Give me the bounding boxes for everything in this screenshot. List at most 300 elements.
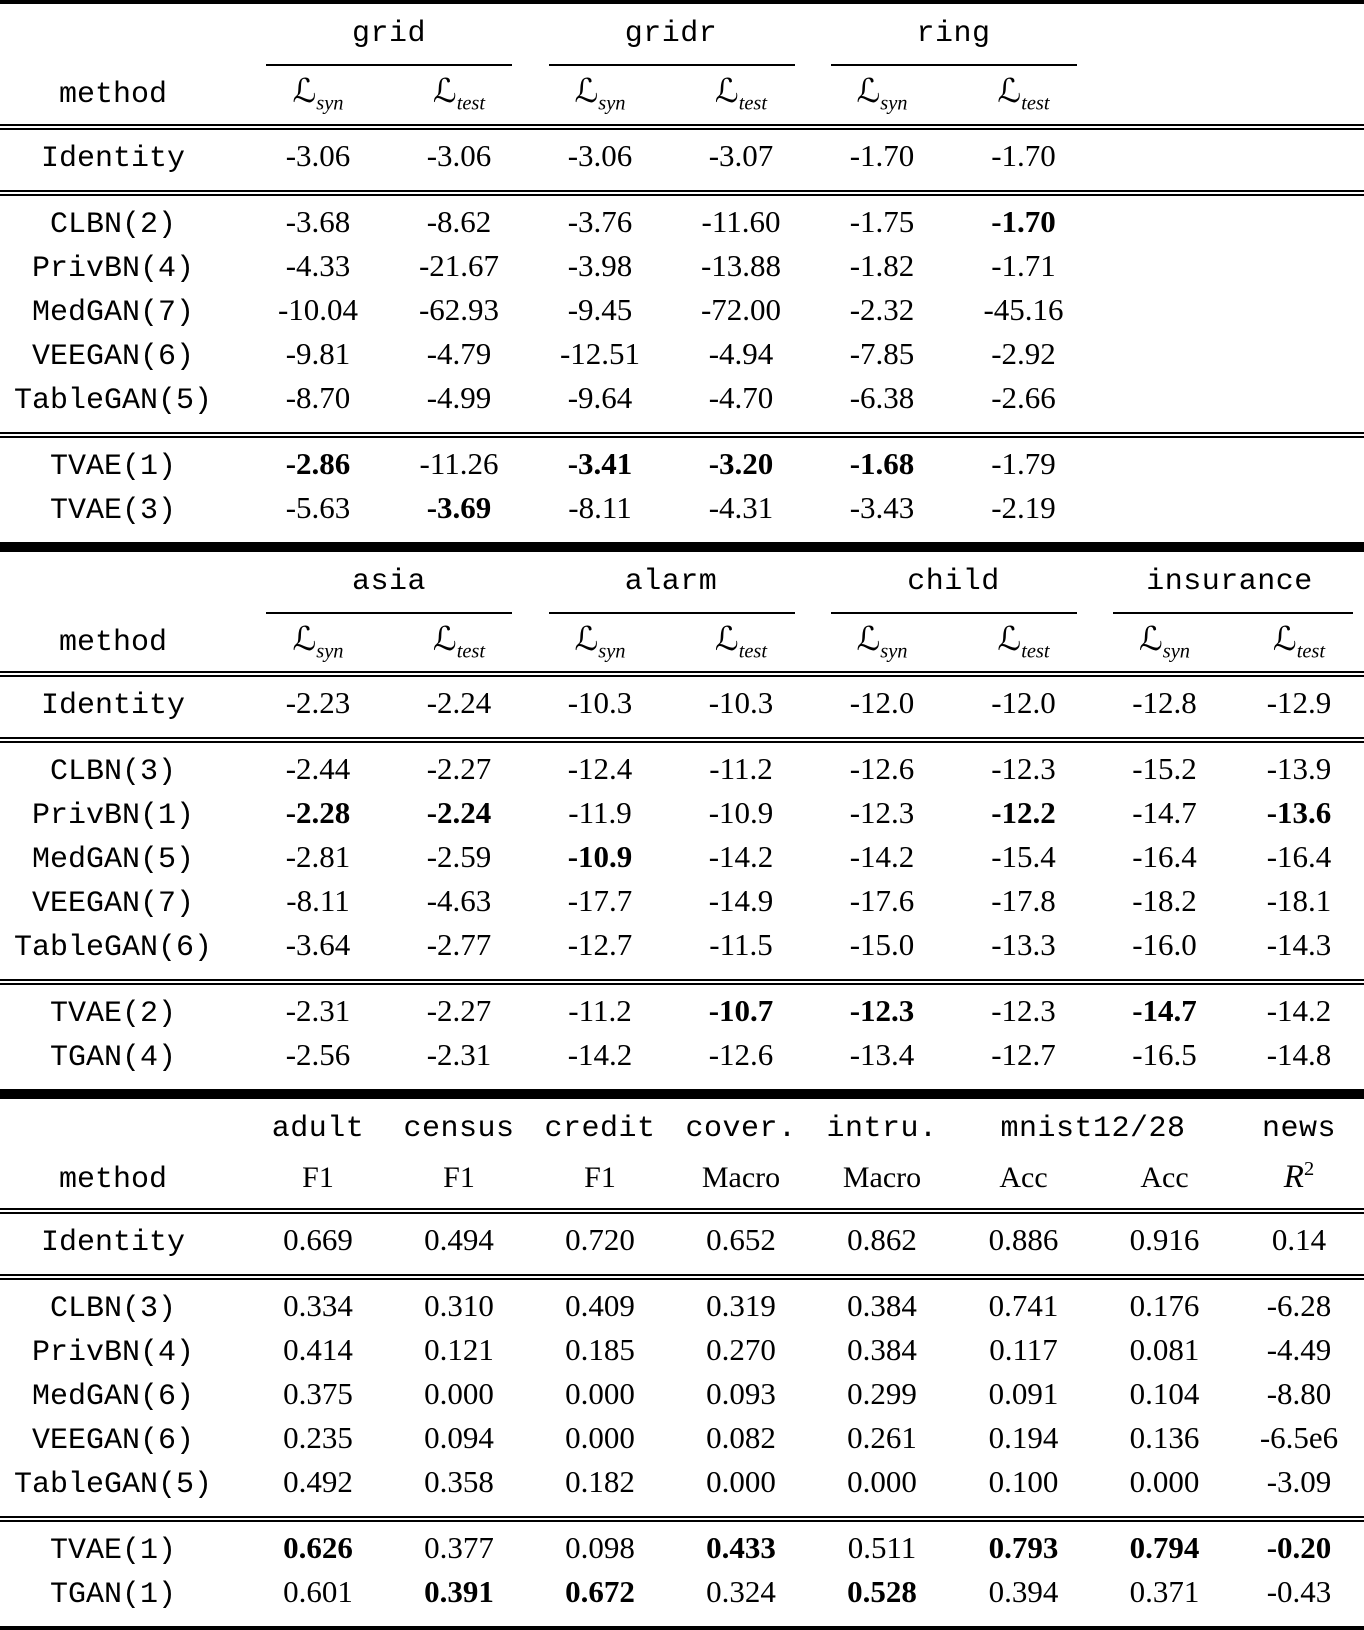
cell-value: -1.70 (991, 203, 1056, 239)
group-header-spacer (0, 565, 248, 607)
cell-value: -12.4 (567, 751, 633, 787)
table-row (0, 839, 1364, 883)
cell-value: 0.528 (847, 1574, 917, 1610)
column-header-5: ℒ$_{test}$ (997, 618, 1050, 663)
method-name: PrivBN(1) (31, 799, 195, 834)
cell-value: 0.117 (989, 1332, 1058, 1368)
cell-value: -12.3 (991, 993, 1056, 1029)
cell-value: -2.24 (426, 685, 492, 721)
method-name: CLBN(3) (49, 755, 177, 790)
cell-value: 0.669 (283, 1222, 353, 1258)
table-row (0, 292, 1364, 336)
column-header-7: ℒ$_{test}$ (1272, 618, 1326, 663)
cell-value: 0.182 (565, 1464, 635, 1500)
cell-value: 0.176 (1129, 1288, 1200, 1324)
cell-value: 0.121 (424, 1332, 494, 1368)
cell-value: 0.194 (988, 1420, 1059, 1456)
cell-value: -4.94 (708, 335, 774, 371)
column-header-1: ℒ$_{test}$ (432, 71, 486, 115)
cell-value: -9.64 (567, 379, 633, 415)
cell-value: -11.2 (568, 993, 632, 1029)
cell-value: 0.093 (706, 1376, 776, 1412)
cell-value: -17.6 (849, 883, 915, 919)
group-header-spacer (0, 1112, 248, 1154)
cell-value: -3.06 (567, 137, 633, 173)
column-header-2: ℒ$_{syn}$ (574, 618, 626, 663)
cell-value: -0.43 (1266, 1574, 1332, 1610)
cell-value: -4.70 (708, 379, 774, 415)
cell-value: 0.000 (847, 1464, 917, 1500)
cell-value: -8.80 (1266, 1376, 1332, 1412)
cell-value (1095, 138, 1234, 182)
column-header-1: F1 (443, 1161, 475, 1195)
cell-value: -3.64 (285, 927, 351, 963)
cell-value: -3.07 (708, 137, 774, 173)
cell-value: -4.33 (285, 247, 351, 283)
group-header-intru.: intru. (826, 1112, 938, 1147)
cell-value: -11.60 (701, 203, 781, 239)
cell-value: -12.7 (567, 927, 633, 963)
cell-value: -12.2 (991, 795, 1056, 831)
table-row (0, 1288, 1364, 1332)
cell-value: -3.06 (285, 137, 351, 173)
table-bottom-rule (0, 1626, 1364, 1630)
cell-value (1234, 336, 1364, 380)
method-name: CLBN(3) (49, 1292, 177, 1327)
cell-value: 0.091 (988, 1376, 1059, 1412)
table-real-dataset-ml-efficacy-section-0 (0, 1222, 1364, 1266)
cell-value: -16.4 (1266, 839, 1332, 875)
method-name: VEEGAN(6) (31, 339, 195, 374)
cell-value: -8.70 (285, 379, 351, 415)
method-name: TVAE(1) (49, 449, 177, 484)
cell-value: -14.2 (1266, 993, 1332, 1029)
column-header-0: ℒ$_{syn}$ (292, 71, 344, 115)
cell-value: -10.3 (567, 685, 633, 721)
table-row (0, 1574, 1364, 1618)
cell-value (1234, 248, 1364, 292)
cell-value: -18.1 (1266, 883, 1332, 919)
cell-value (1234, 138, 1364, 182)
cell-value: -3.09 (1266, 1464, 1332, 1500)
cell-value: 0.886 (988, 1222, 1059, 1258)
cell-value: 0.104 (1129, 1376, 1200, 1412)
cell-value: -3.20 (708, 445, 774, 481)
cell-value: -12.3 (849, 993, 915, 1029)
cell-value: 0.375 (283, 1376, 353, 1412)
method-column-header: method (58, 78, 168, 112)
cell-value: -4.99 (426, 379, 492, 415)
cell-value: -11.2 (709, 751, 773, 787)
cell-value: -12.7 (991, 1037, 1056, 1073)
cell-value: -12.3 (991, 751, 1056, 787)
section-rule (0, 1274, 1364, 1280)
cell-value: -11.5 (709, 927, 773, 963)
cell-value: 0.082 (706, 1420, 776, 1456)
column-header-7: $R^2$ (1283, 1158, 1315, 1196)
cell-value: 0.862 (847, 1222, 917, 1258)
group-header-mnist12/28: mnist12/28 (1000, 1112, 1186, 1147)
cell-value: -8.11 (568, 489, 632, 525)
method-column-header: method (58, 1163, 168, 1198)
cell-value: -12.51 (559, 335, 641, 371)
cell-value: -2.77 (426, 927, 492, 963)
cell-value: -2.59 (426, 839, 492, 875)
column-header-6: ℒ$_{syn}$ (1138, 618, 1191, 663)
cell-value: -9.45 (567, 291, 633, 327)
cell-value: 0.377 (424, 1530, 494, 1566)
cell-value: -11.26 (419, 445, 499, 481)
table-simulated-likelihood-column-header (0, 71, 1364, 116)
cell-value: -10.3 (708, 685, 774, 721)
table-row (0, 380, 1364, 424)
table-row (0, 1332, 1364, 1376)
table-row (0, 883, 1364, 927)
group-header-empty (1095, 17, 1364, 59)
cell-value (1095, 446, 1234, 490)
cell-value: 0.793 (988, 1530, 1059, 1566)
cell-value (1234, 204, 1364, 248)
cell-value: 0.916 (1129, 1222, 1200, 1258)
table-row (0, 1530, 1364, 1574)
column-header-6: Acc (1140, 1161, 1189, 1195)
cell-value: 0.324 (706, 1574, 776, 1610)
cell-value: -3.68 (285, 203, 351, 239)
cell-value: -14.8 (1266, 1037, 1332, 1073)
cell-value: 0.235 (283, 1420, 353, 1456)
column-header-7 (1234, 71, 1364, 116)
cell-value: -9.81 (285, 335, 351, 371)
column-header-6 (1095, 71, 1234, 116)
cell-value: -0.20 (1266, 1530, 1332, 1566)
table-bayesian-network-likelihood-section-1 (0, 751, 1364, 971)
cell-value: 0.319 (706, 1288, 776, 1324)
cell-value: -1.82 (849, 247, 915, 283)
cell-value: 0.310 (424, 1288, 494, 1324)
cell-value: 0.371 (1129, 1574, 1200, 1610)
cell-value: -3.41 (567, 445, 633, 481)
cell-value: -16.4 (1132, 839, 1197, 875)
cell-value: -16.5 (1132, 1037, 1197, 1073)
cell-value: -15.0 (849, 927, 915, 963)
cell-value: -18.2 (1132, 883, 1197, 919)
table-row (0, 795, 1364, 839)
cell-value: 0.391 (424, 1574, 494, 1610)
cell-value: -1.79 (991, 445, 1056, 481)
table-bayesian-network-likelihood-section-0 (0, 685, 1364, 729)
table-row (0, 1420, 1364, 1464)
cell-value (1234, 490, 1364, 534)
method-name: MedGAN(7) (31, 295, 195, 330)
cell-value: 0.414 (283, 1332, 353, 1368)
cell-value: -2.81 (285, 839, 351, 875)
column-header-1: ℒ$_{test}$ (432, 618, 486, 663)
cell-value: 0.000 (706, 1464, 776, 1500)
cell-value: -12.0 (849, 685, 915, 721)
method-name: VEEGAN(7) (31, 887, 195, 922)
cell-value: -14.2 (567, 1037, 633, 1073)
cell-value: 0.672 (565, 1574, 635, 1610)
cell-value: 0.409 (565, 1288, 635, 1324)
cell-value: -10.7 (708, 993, 774, 1029)
group-header-ring: ring (916, 17, 991, 51)
cell-value (1095, 490, 1234, 534)
table-row (0, 993, 1364, 1037)
cell-value: -16.0 (1132, 927, 1197, 963)
cell-value: -13.9 (1266, 751, 1332, 787)
cell-value: 0.261 (847, 1420, 917, 1456)
cell-value: 0.358 (424, 1464, 494, 1500)
cell-value: -13.3 (991, 927, 1056, 963)
column-header-3: Macro (701, 1161, 781, 1195)
cell-value: -45.16 (983, 291, 1064, 327)
cell-value: -17.7 (567, 883, 633, 919)
column-header-4: ℒ$_{syn}$ (856, 71, 908, 115)
table-row (0, 336, 1364, 380)
group-header-spacer (0, 17, 248, 59)
cell-value (1095, 380, 1234, 424)
section-rule (0, 979, 1364, 985)
cell-value: -12.0 (991, 685, 1056, 721)
table-row (0, 490, 1364, 534)
column-header-2: F1 (584, 1161, 616, 1195)
cell-value: -12.8 (1132, 685, 1197, 721)
method-name: TVAE(3) (49, 493, 177, 528)
column-header-0: F1 (302, 1161, 334, 1195)
table-real-dataset-ml-efficacy-column-header (0, 1158, 1364, 1200)
cell-value: -13.4 (849, 1037, 915, 1073)
method-name: VEEGAN(6) (31, 1424, 195, 1459)
method-name: CLBN(2) (49, 207, 177, 242)
table-row (0, 204, 1364, 248)
cell-value: 0.794 (1129, 1530, 1200, 1566)
cell-value: -12.3 (849, 795, 915, 831)
cell-value: 0.185 (565, 1332, 635, 1368)
cell-value: -10.04 (277, 291, 359, 327)
section-rule (0, 671, 1364, 677)
cell-value: -11.9 (568, 795, 632, 831)
table-row (0, 1464, 1364, 1508)
cell-value: -12.9 (1266, 685, 1332, 721)
cell-value: -2.27 (426, 993, 492, 1029)
method-name: TVAE(1) (49, 1534, 177, 1569)
section-rule (0, 737, 1364, 743)
section-rule (0, 432, 1364, 438)
cell-value: -4.63 (426, 883, 492, 919)
cell-value: 0.270 (706, 1332, 776, 1368)
cell-value: 0.000 (1129, 1464, 1200, 1500)
cell-value: 0.720 (565, 1222, 635, 1258)
table-row (0, 751, 1364, 795)
cell-value: -2.31 (285, 993, 351, 1029)
group-header-asia: asia (352, 564, 427, 599)
table-row (0, 1376, 1364, 1420)
cell-value: -2.32 (849, 291, 915, 327)
section-rule (0, 1516, 1364, 1522)
cell-value: 0.384 (847, 1332, 917, 1368)
column-header-3: ℒ$_{test}$ (714, 71, 768, 115)
column-header-3: ℒ$_{test}$ (714, 618, 768, 663)
cell-value: -1.68 (849, 445, 915, 481)
cell-value: -14.2 (849, 839, 915, 875)
table-row (0, 1222, 1364, 1266)
cell-value: 0.384 (847, 1288, 917, 1324)
section-rule (0, 124, 1364, 130)
cell-value: -4.79 (426, 335, 492, 371)
cell-value: 0.094 (424, 1420, 494, 1456)
cell-value: 0.741 (988, 1288, 1059, 1324)
table-row (0, 1037, 1364, 1081)
cell-value: -14.7 (1132, 795, 1197, 831)
section-rule (0, 1208, 1364, 1214)
group-header-grid: grid (352, 17, 427, 51)
cell-value: -3.98 (567, 247, 633, 283)
cell-value: -14.3 (1266, 927, 1332, 963)
group-header-news: news (1261, 1112, 1336, 1147)
cell-value: 0.000 (565, 1376, 635, 1412)
column-header-4: Macro (842, 1161, 922, 1195)
cell-value: 0.334 (283, 1288, 353, 1324)
method-name: MedGAN(6) (31, 1380, 195, 1415)
table-bayesian-network-likelihood-section-2 (0, 993, 1364, 1081)
cell-value: 0.299 (847, 1376, 917, 1412)
cell-value: -2.24 (426, 795, 492, 831)
column-header-4: ℒ$_{syn}$ (856, 618, 908, 663)
cell-value: 0.601 (283, 1574, 353, 1610)
table-simulated-likelihood-group-header (0, 17, 1364, 59)
method-name: TableGAN(5) (13, 1468, 213, 1503)
cell-value: -2.44 (285, 751, 351, 787)
method-name: TVAE(2) (49, 997, 177, 1032)
method-name: Identity (40, 689, 186, 724)
cell-value: 0.136 (1129, 1420, 1200, 1456)
cell-value: -14.2 (708, 839, 774, 875)
cell-value: -2.19 (991, 489, 1056, 525)
group-header-credit: credit (544, 1112, 656, 1147)
cell-value: -3.06 (426, 137, 492, 173)
cell-value: -3.69 (426, 489, 492, 525)
group-header-insurance: insurance (1146, 564, 1313, 599)
cell-value (1095, 292, 1234, 336)
cell-value: -10.9 (708, 795, 774, 831)
cell-value: -2.92 (991, 335, 1056, 371)
cell-value: -1.70 (991, 137, 1056, 173)
cell-value: -7.85 (849, 335, 915, 371)
cell-value: -8.62 (426, 203, 492, 239)
cell-value: 0.626 (283, 1530, 353, 1566)
cell-value: 0.098 (565, 1530, 635, 1566)
cell-value: -6.5e6 (1259, 1420, 1339, 1456)
cell-value: -14.9 (708, 883, 774, 919)
group-header-child: child (907, 564, 1000, 599)
cell-value: -62.93 (418, 291, 500, 327)
cell-value (1234, 380, 1364, 424)
cell-value: 0.14 (1271, 1222, 1327, 1258)
cell-value: -2.86 (285, 445, 351, 481)
method-name: PrivBN(4) (31, 251, 195, 286)
section-rule (0, 190, 1364, 196)
cell-value: -1.71 (991, 247, 1056, 283)
cell-value: -2.28 (285, 795, 351, 831)
group-rules (0, 59, 1364, 71)
cell-value: -5.63 (285, 489, 351, 525)
cell-value: 0.433 (706, 1530, 776, 1566)
cell-value (1095, 336, 1234, 380)
cell-value: -6.28 (1266, 1288, 1332, 1324)
table-simulated-likelihood-section-1 (0, 204, 1364, 424)
cell-value (1095, 248, 1234, 292)
table-simulated-likelihood-section-2 (0, 446, 1364, 534)
cell-value: -12.6 (849, 751, 915, 787)
cell-value: -4.49 (1266, 1332, 1332, 1368)
cell-value (1095, 204, 1234, 248)
cell-value: 0.494 (424, 1222, 494, 1258)
cell-value: -2.23 (285, 685, 351, 721)
method-column-header: method (58, 625, 168, 660)
group-header-cover.: cover. (685, 1112, 797, 1147)
group-header-adult: adult (271, 1112, 365, 1147)
cell-value: -2.27 (426, 751, 492, 787)
cell-value: -6.38 (849, 379, 915, 415)
cell-value: -2.56 (285, 1037, 351, 1073)
table-bayesian-network-likelihood-column-header (0, 619, 1364, 664)
cell-value (1234, 292, 1364, 336)
method-name: MedGAN(5) (31, 843, 195, 878)
cell-value: -21.67 (418, 247, 500, 283)
cell-value: 0.511 (847, 1530, 917, 1566)
method-name: PrivBN(4) (31, 1336, 195, 1371)
table-simulated-likelihood-section-0 (0, 138, 1364, 182)
table-row (0, 138, 1364, 182)
cell-value: -14.7 (1132, 993, 1197, 1029)
group-header-gridr: gridr (624, 17, 718, 51)
method-name: TGAN(1) (49, 1578, 177, 1613)
group-header-census: census (403, 1112, 515, 1147)
cell-value (1234, 446, 1364, 490)
table-row (0, 446, 1364, 490)
cell-value: -15.4 (991, 839, 1056, 875)
cell-value: 0.394 (988, 1574, 1059, 1610)
column-header-0: ℒ$_{syn}$ (292, 618, 344, 663)
table-row (0, 685, 1364, 729)
cell-value: -3.76 (567, 203, 633, 239)
group-rules (0, 607, 1364, 619)
cell-value: -2.66 (991, 379, 1056, 415)
cell-value: -1.70 (849, 137, 915, 173)
cell-value: 0.000 (565, 1420, 635, 1456)
cell-value: -15.2 (1132, 751, 1197, 787)
cell-value: 0.492 (283, 1464, 353, 1500)
column-header-2: ℒ$_{syn}$ (574, 71, 626, 115)
table-real-dataset-ml-efficacy-group-header (0, 1112, 1364, 1154)
table-bayesian-network-likelihood-group-header (0, 565, 1364, 607)
table-real-dataset-ml-efficacy-section-1 (0, 1288, 1364, 1508)
cell-value: -72.00 (700, 291, 782, 327)
method-name: Identity (40, 141, 186, 176)
table-real-dataset-ml-efficacy-section-2 (0, 1530, 1364, 1618)
column-header-5: Acc (999, 1161, 1048, 1195)
cell-value: -17.8 (991, 883, 1056, 919)
table-row (0, 927, 1364, 971)
cell-value: -13.6 (1266, 795, 1332, 831)
column-header-5: ℒ$_{test}$ (997, 71, 1050, 115)
cell-value: -2.31 (426, 1037, 492, 1073)
cell-value: -13.88 (700, 247, 782, 283)
cell-value: -3.43 (849, 489, 915, 525)
method-name: TGAN(4) (49, 1041, 177, 1076)
cell-value: 0.652 (706, 1222, 776, 1258)
cell-value: -8.11 (286, 883, 350, 919)
